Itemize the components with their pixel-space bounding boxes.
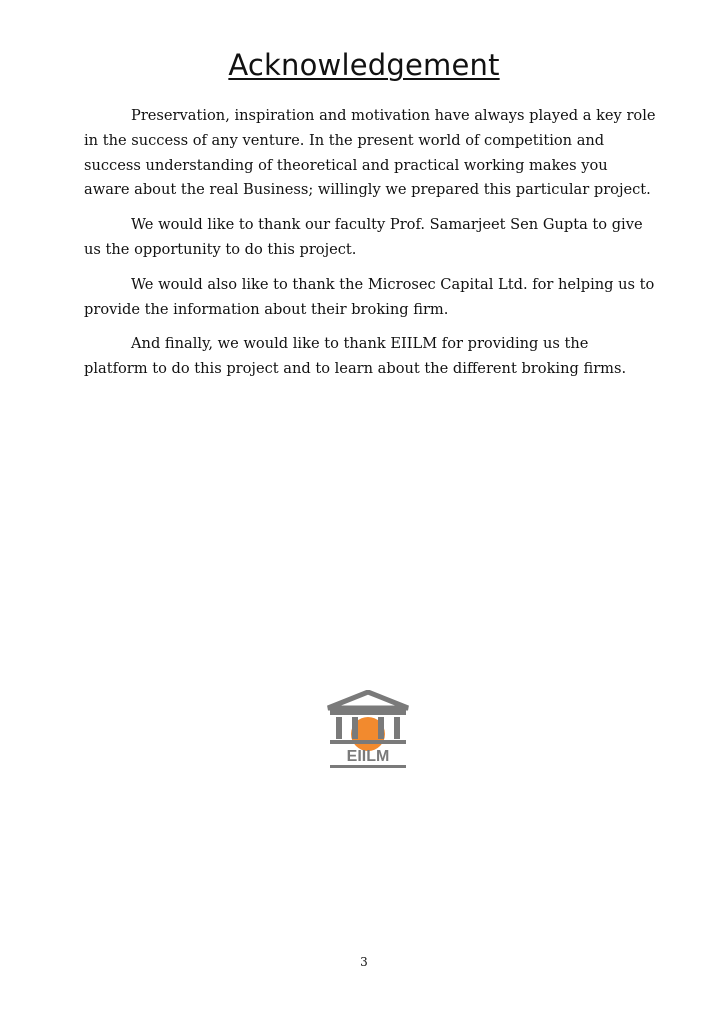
paragraph-3: We would also like to thank the Microsec Capital Ltd. for helping us to provide the information about their broking firm. xyxy=(84,275,655,318)
paragraph-4: And finally, we would like to thank EIILM for providing us the platform to do this project and to learn about the different broking firms. xyxy=(84,335,627,378)
logo-column-2 xyxy=(352,717,358,739)
logo-column-3 xyxy=(378,717,384,739)
logo-roof xyxy=(328,692,408,708)
paragraph-1: Preservation, inspiration and motivation have always played a key role in the success of any venture. In the present world of competition and success understanding of theoretical and practical working makes you aware about the real Business; willingly we prepared this particular project. xyxy=(84,107,656,199)
logo-column-4 xyxy=(394,717,400,739)
page-number: 3 xyxy=(360,955,368,969)
paragraph-2: We would like to thank our faculty Prof. Samarjeet Sen Gupta to give us the opportunity to do this project. xyxy=(84,216,643,258)
logo-bottom-rule xyxy=(330,765,406,768)
eiilm-logo xyxy=(326,690,410,770)
logo-column-1 xyxy=(336,717,342,739)
logo-beam xyxy=(330,710,406,715)
page-title-text: Acknowledgement xyxy=(228,48,500,82)
logo-text: EIILM xyxy=(346,748,390,765)
logo-base xyxy=(330,740,406,744)
page-title xyxy=(0,48,728,82)
acknowledgement-body xyxy=(84,104,656,392)
